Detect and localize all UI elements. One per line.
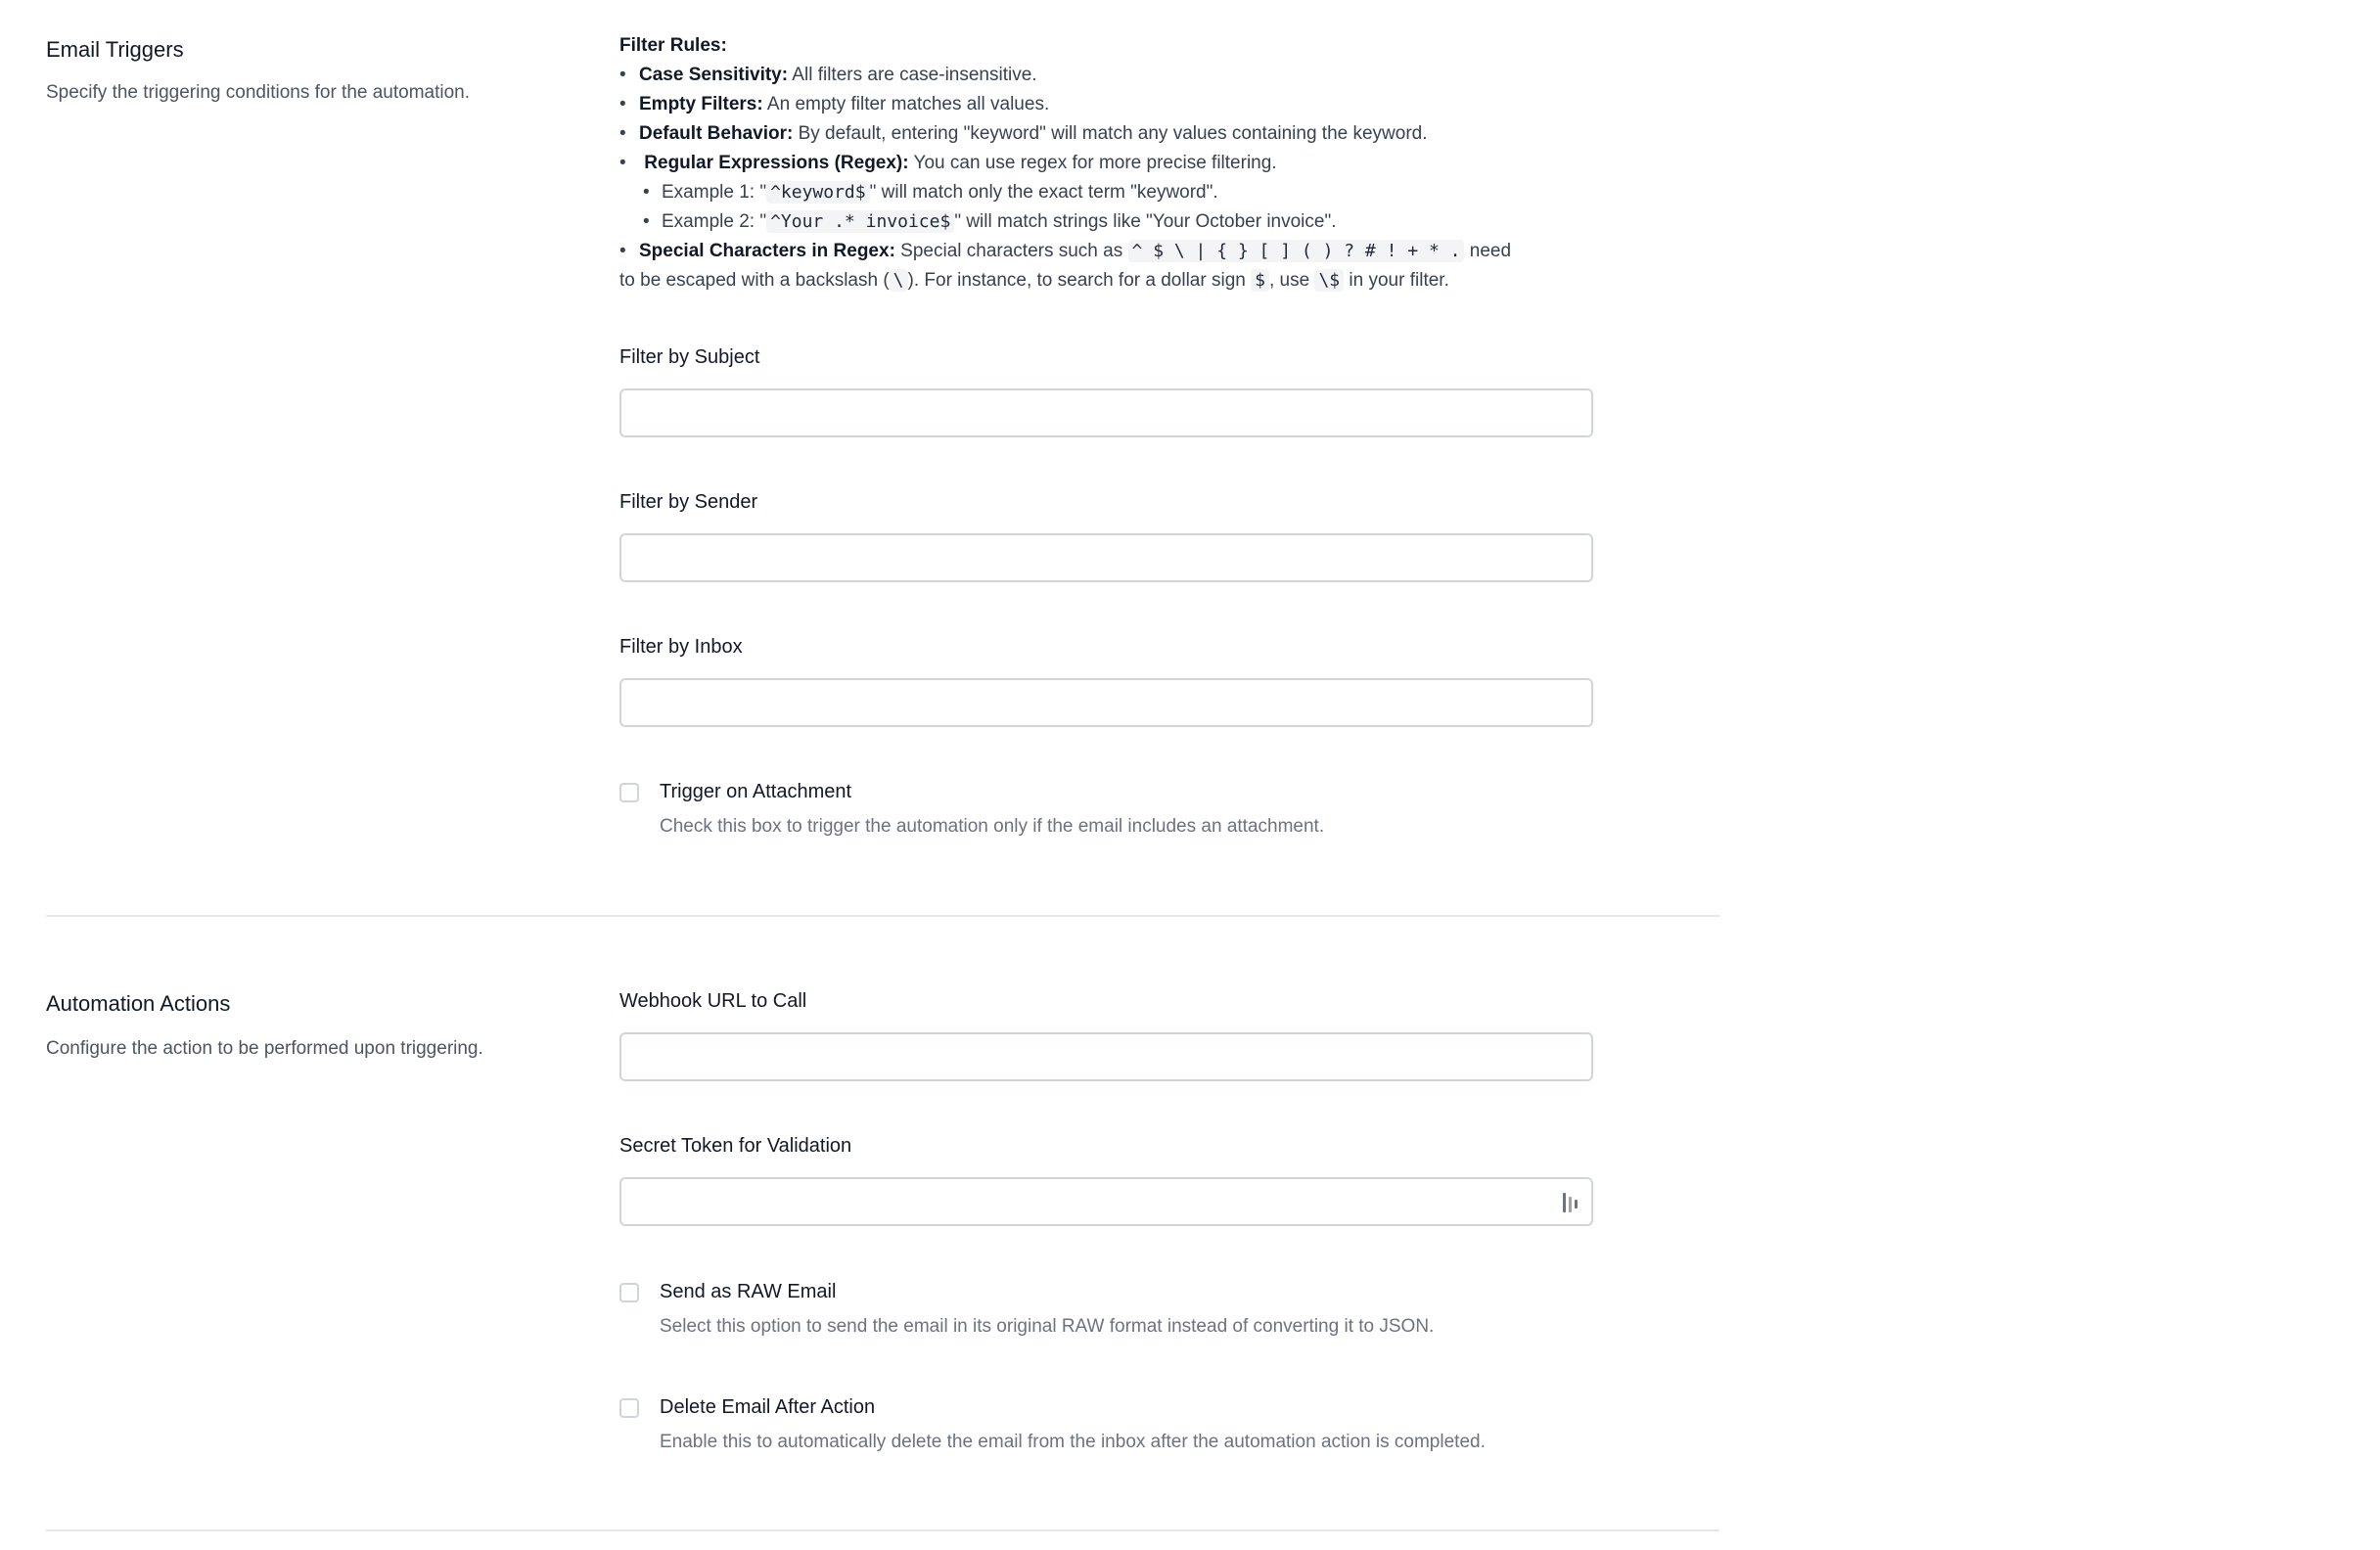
trigger-on-attachment-label[interactable]: Trigger on Attachment [660,781,852,802]
send-raw-email-label[interactable]: Send as RAW Email [660,1281,837,1302]
inbox-filter-label: Filter by Inbox [619,636,743,658]
rule-example-2: • Example 2: " ^Your .* invoice$ " will match strings like "Your October invoice". [643,211,1337,232]
password-manager-icon[interactable] [1560,1190,1581,1215]
section-divider [46,915,1719,917]
rule-special-characters: • Special Characters in Regex: Special characters such as ^ $ \ | { } [ ] ( ) ? # ! + * . need [619,241,1512,261]
filter-rules-heading: Filter Rules: [619,35,727,56]
delete-email-after-action-checkbox[interactable] [619,1398,639,1418]
webhook-url-label: Webhook URL to Call [619,990,807,1012]
filter-rules [619,31,1598,296]
rule-escape-note: to be escaped with a backslash ( \ ). For instance, to search for a dollar sign $ , use \$ in your filter. [619,270,1449,291]
rule-empty-filters: • Empty Filters: An empty filter matches all values. [619,94,1050,114]
trigger-on-attachment-checkbox[interactable] [619,783,639,802]
sender-filter-label: Filter by Sender [619,491,758,513]
rule-case-sensitivity: • Case Sensitivity: All filters are case-insensitive. [619,65,1037,85]
delete-email-after-action-help: Enable this to automatically delete the email from the inbox after the automation action is completed. [660,1432,1486,1452]
rule-regex: • Regular Expressions (Regex): You can use regex for more precise filtering. [619,153,1277,173]
delete-email-after-action-label[interactable]: Delete Email After Action [660,1396,876,1418]
subject-filter-label: Filter by Subject [619,346,760,368]
inbox-filter-input[interactable] [619,678,1593,727]
subject-filter-input[interactable] [619,388,1593,437]
rule-example-1: • Example 1: " ^keyword$ " will match only the exact term "keyword". [643,182,1218,203]
send-raw-email-help: Select this option to send the email in its original RAW format instead of converting it to JSON. [660,1316,1435,1337]
automation-actions-title: Automation Actions [46,991,231,1016]
trigger-on-attachment-help: Check this box to trigger the automation only if the email includes an attachment. [660,816,1325,837]
section-divider-bottom [46,1529,1719,1531]
secret-token-label: Secret Token for Validation [619,1135,852,1157]
sender-filter-input[interactable] [619,533,1593,582]
send-raw-email-checkbox[interactable] [619,1283,639,1302]
rule-default-behavior: • Default Behavior: By default, entering "keyword" will match any values containing the keyword. [619,123,1428,144]
email-triggers-title: Email Triggers [46,37,184,62]
automation-actions-description: Configure the action to be performed upon triggering. [46,1038,483,1059]
webhook-url-input[interactable] [619,1032,1593,1081]
secret-token-input[interactable] [619,1177,1593,1226]
email-triggers-description: Specify the triggering conditions for the automation. [46,82,471,103]
